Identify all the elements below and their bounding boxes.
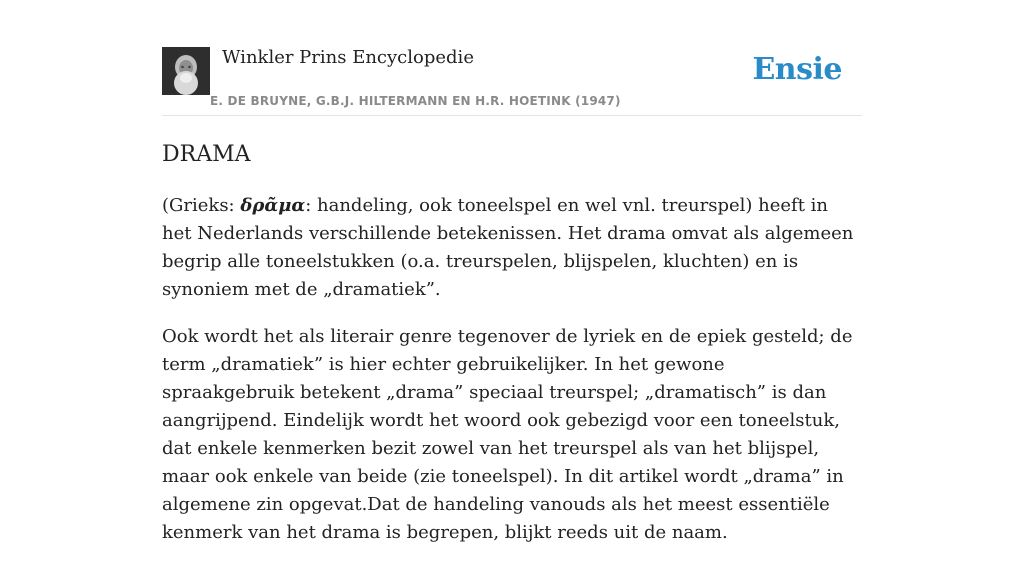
- paragraph-text: : handeling, ook toneelspel en wel vnl. treurspel) heeft in het Nederlands verschillende betekenissen. Het drama omvat als algemeen begrip alle toneelstukken (o.a. treurspelen, blijspelen, kluchten) en is synoniem met de „dramatiek”.: [162, 195, 854, 300]
- authors-line: E. DE BRUYNE, G.B.J. HILTERMANN EN H.R. HOETINK (1947): [210, 94, 621, 108]
- author-portrait-icon: [162, 47, 210, 95]
- page-title: DRAMA: [162, 142, 251, 167]
- article-paragraph: Ook wordt het als literair genre tegenover de lyriek en de epiek gesteld; de term „dramatiek” is hier echter gebruikelijker. In het gewone spraakgebruik betekent „drama” speciaal treurspel; „dramatisch” is dan aangrijpend. Eindelijk wordt het woord ook gebezigd voor een toneelstuk, dat enkele kenmerken bezit zowel van het treurspel als van het blijspel, maar ook enkele van beide (zie toneelspel). In dit artikel wordt „drama” in algemene zin opgevat.Dat de handeling vanouds als het meest essentiële kenmerk van het drama is begrepen, blijkt reeds uit de naam.: [162, 326, 853, 543]
- article-paragraph: [162, 192, 862, 304]
- greek-term: δρᾶμα: [240, 195, 306, 216]
- site-title[interactable]: Winkler Prins Encyclopedie: [222, 47, 474, 68]
- ensie-logo[interactable]: Ensie: [752, 52, 842, 87]
- author-avatar: [162, 47, 210, 95]
- article-body: [162, 192, 862, 566]
- header-divider: [162, 115, 862, 116]
- paragraph-intro: (Grieks:: [162, 195, 241, 216]
